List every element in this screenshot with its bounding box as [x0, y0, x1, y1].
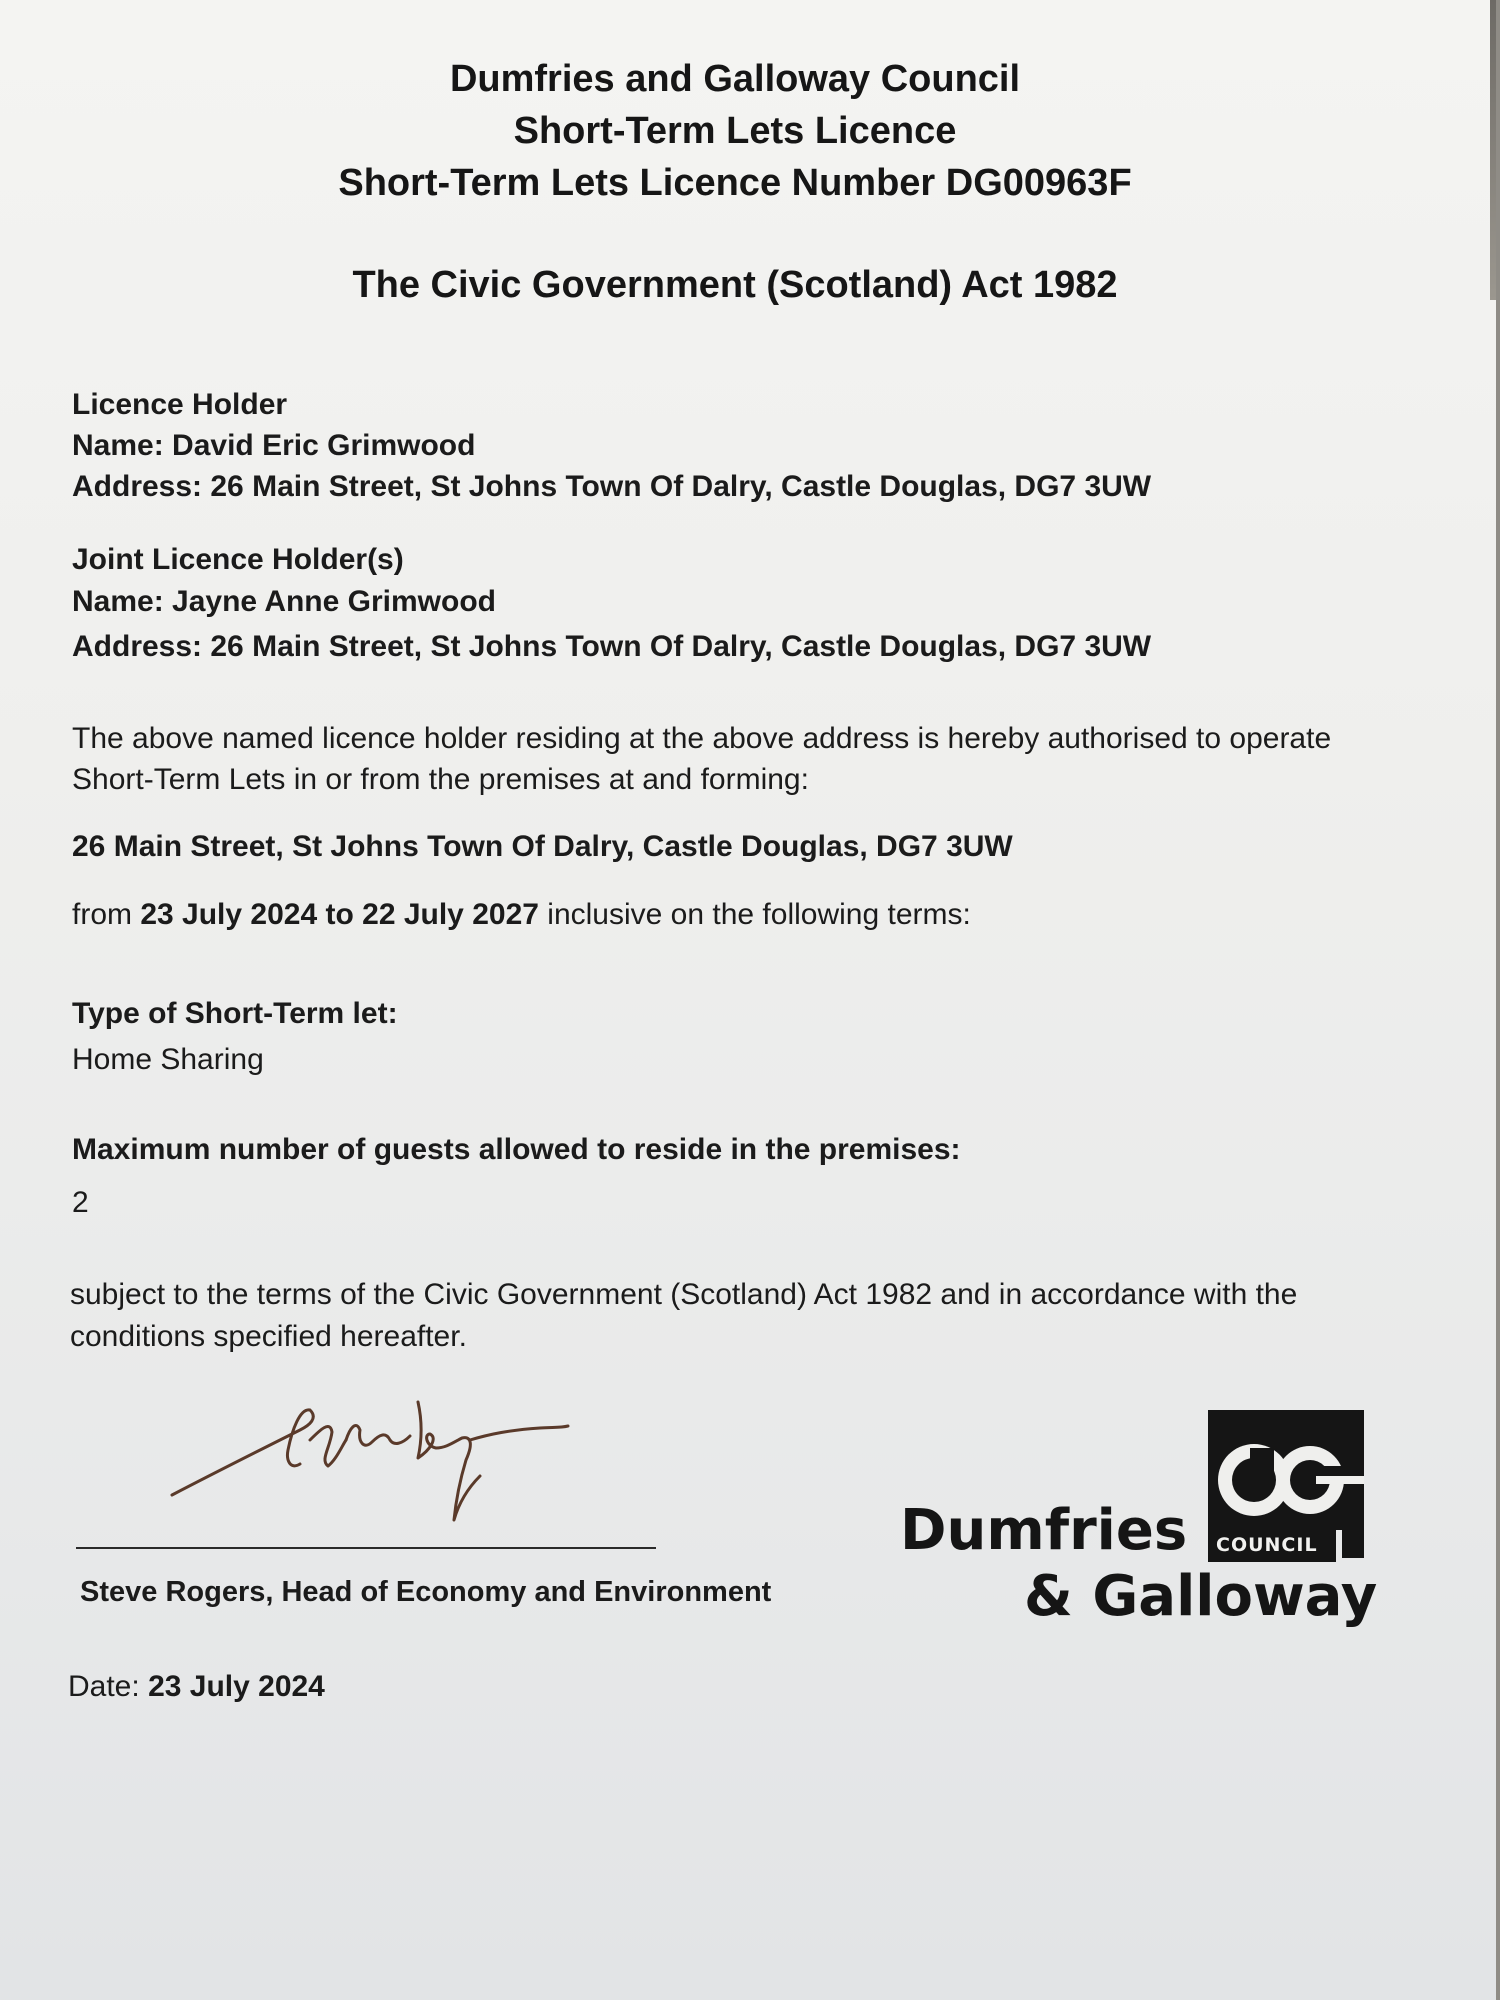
logo-word-dumfries: Dumfries [900, 1498, 1188, 1563]
subject-line-1: subject to the terms of the Civic Government (Scotland) Act 1982 and in accordance with the [70, 1278, 1298, 1311]
joint-holder-heading: Joint Licence Holder(s) [72, 543, 404, 576]
period-suffix: inclusive on the following terms: [547, 898, 971, 931]
handwritten-signature [160, 1380, 580, 1540]
act-title: The Civic Government (Scotland) Act 1982 [352, 264, 1118, 306]
max-guests-value: 2 [72, 1186, 89, 1219]
let-type-label: Type of Short-Term let: [72, 997, 398, 1030]
issue-date [68, 1670, 325, 1704]
subject-line-2: conditions specified hereafter. [70, 1320, 467, 1353]
licence-period [72, 898, 971, 932]
signature-line [76, 1547, 656, 1549]
period-dates: 23 July 2024 to 22 July 2027 [140, 898, 539, 931]
council-logo [880, 1400, 1380, 1640]
authorisation-line-1: The above named licence holder residing at the above address is hereby authorised to operate [72, 722, 1332, 755]
joint-holder-name: Name: Jayne Anne Grimwood [72, 585, 496, 618]
council-badge-text: COUNCIL [1216, 1534, 1318, 1556]
signatory-name-title: Steve Rogers, Head of Economy and Environment [80, 1576, 772, 1608]
licence-number-title: Short-Term Lets Licence Number DG00963F [338, 162, 1132, 204]
licence-holder-address: Address: 26 Main Street, St Johns Town Of Dalry, Castle Douglas, DG7 3UW [72, 470, 1152, 503]
licence-holder-heading: Licence Holder [72, 388, 288, 421]
authorisation-line-2: Short-Term Lets in or from the premises at and forming: [72, 763, 809, 796]
premises-address: 26 Main Street, St Johns Town Of Dalry, Castle Douglas, DG7 3UW [72, 830, 1013, 863]
date-value: 23 July 2024 [148, 1670, 325, 1703]
licence-holder-name: Name: David Eric Grimwood [72, 429, 476, 462]
period-from-word: from [72, 898, 132, 931]
council-badge [1208, 1528, 1336, 1562]
licence-type-title: Short-Term Lets Licence [513, 110, 957, 152]
joint-holder-address: Address: 26 Main Street, St Johns Town Of Dalry, Castle Douglas, DG7 3UW [72, 630, 1152, 663]
council-title: Dumfries and Galloway Council [449, 58, 1021, 100]
max-guests-label: Maximum number of guests allowed to reside in the premises: [72, 1133, 961, 1166]
logo-word-galloway: & Galloway [1024, 1564, 1378, 1629]
date-label: Date: [68, 1670, 140, 1703]
let-type-value: Home Sharing [72, 1043, 264, 1076]
page-edge-shadow [1490, 0, 1496, 300]
